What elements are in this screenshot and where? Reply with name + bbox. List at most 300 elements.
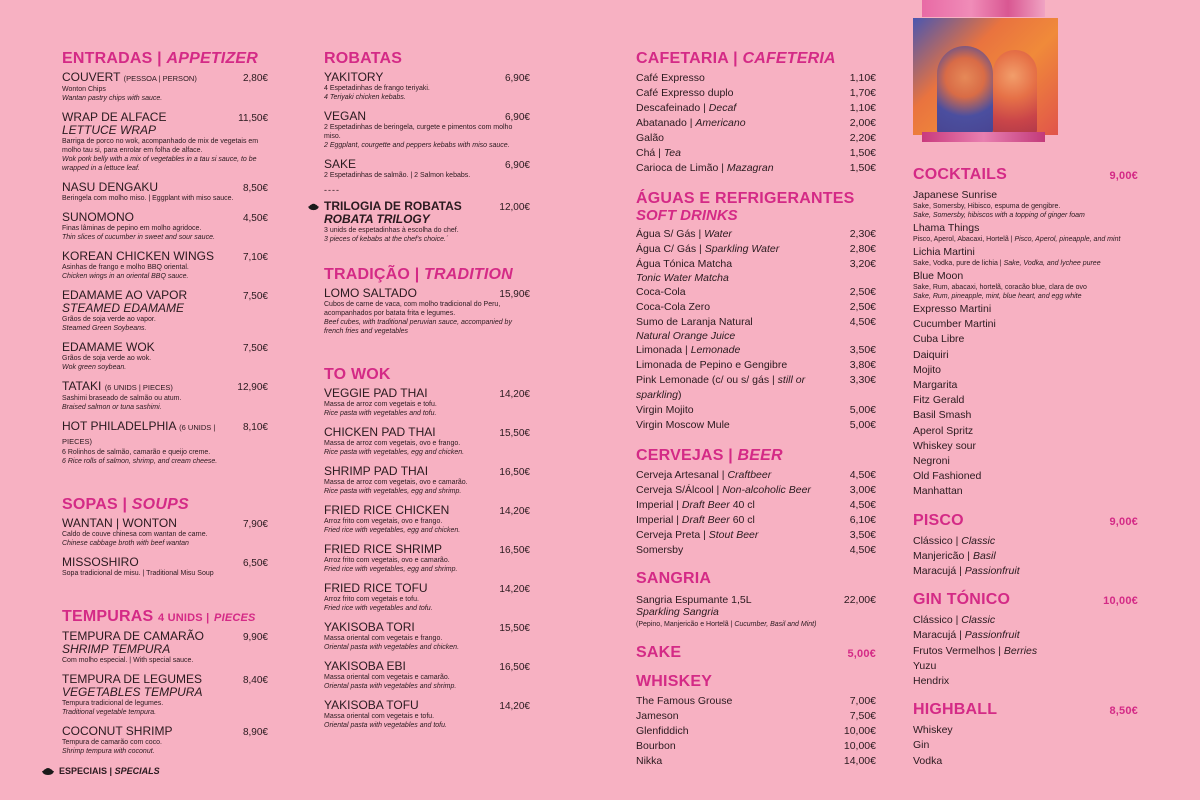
item-desc: Sashimi braseado de salmão ou atum. [62, 395, 182, 402]
item-name: COCONUT SHRIMP [62, 724, 173, 738]
item-name-en: ROBATA TRILOGY [324, 212, 430, 226]
drink-item [636, 373, 876, 403]
drink-name: Abatanado | [636, 117, 693, 129]
drink-price: 7,00€ [849, 695, 876, 707]
cocktail-name: Blue Moon [913, 270, 964, 282]
drink-name-end: 60 cl [729, 514, 755, 526]
item-note: (PESSOA | PERSON) [123, 74, 197, 83]
drink-name: Jameson [636, 710, 679, 722]
photo-main [913, 18, 1058, 135]
section-tradition [324, 266, 530, 336]
item-name: TEMPURA DE LEGUMES [62, 672, 203, 686]
item-price: 6,90€ [504, 160, 530, 171]
cocktail-item [913, 269, 1138, 301]
drink-name: Sumo de Laranja Natural [636, 316, 753, 328]
menu-item [62, 211, 268, 242]
section-price: 8,50€ [1109, 705, 1138, 718]
gin-item [913, 644, 1138, 659]
item-desc: Beringela com molho miso. | Eggplant with miso sauce. [62, 195, 234, 202]
cocktail-name: Lichia Martini [913, 246, 975, 258]
drink-name-en: Tonic Water Matcha [636, 272, 729, 284]
menu-item [324, 699, 530, 730]
drink-name: Sangria Espumante 1,5L [636, 594, 752, 606]
note-en: Cucumber, Basil and Mint) [734, 621, 817, 628]
section-title [913, 512, 1138, 531]
section-title: SOPAS | SOUPS [62, 496, 189, 513]
drink-name: Limonada | [636, 344, 688, 356]
drink-price: 1,50€ [849, 147, 876, 159]
item-desc: 4 Espetadinhas de frango teriyaki. [324, 85, 430, 92]
menu-item [324, 582, 530, 613]
drink-name: Pink Lemonade (c/ ou s/ gás | [636, 374, 775, 386]
drink-name-en: Lemonade [690, 344, 741, 356]
cocktail-item: Negroni [913, 455, 950, 468]
item-name-en: VEGETABLES TEMPURA [62, 685, 203, 699]
drink-name: Somersby [636, 544, 684, 556]
section-title [913, 166, 1138, 185]
menu-column-4 [913, 166, 1138, 789]
item-desc-en: Steamed Green Soybeans. [62, 325, 147, 332]
drink-price: 2,00€ [849, 117, 876, 129]
item-name: KOREAN CHICKEN WINGS [62, 249, 215, 263]
section-appetizers [62, 50, 268, 466]
menu-item [324, 504, 530, 535]
drink-name: Limonada de Pepino e Gengibre [636, 359, 788, 371]
item-note: (6 UNIDS | PIECES) [104, 383, 173, 392]
item-desc: Arroz frito com vegetais, ovo e frango. [324, 518, 443, 525]
drink-item [636, 513, 876, 528]
item-desc-en: Oriental pasta with vegetables and tofu. [324, 722, 447, 729]
title-pt: ENTRADAS [62, 50, 153, 67]
drink-name: Imperial | [636, 499, 679, 511]
item-price: 2,80€ [242, 73, 268, 84]
item-name-en: LETTUCE WRAP [62, 123, 157, 137]
section-title [636, 570, 876, 588]
drink-name: Virgin Mojito [636, 404, 694, 416]
item-name: MISSOSHIRO [62, 555, 139, 569]
menu-item [62, 630, 268, 665]
title-pt: GIN TÓNICO [913, 591, 1011, 609]
item-name: SHRIMP PAD THAI [324, 464, 429, 478]
drink-name: Cerveja Artesanal | [636, 469, 725, 481]
item-note: (6 UNIDS | PIECES) [62, 423, 216, 446]
drink-name-en: Water [704, 228, 732, 240]
item-desc-en: Beef cubes, with traditional peruvian sauce, accompanied by french fries and vegetables [324, 319, 512, 335]
item-desc: Massa de arroz com vegetais, ovo e frango. [324, 440, 461, 447]
item-name: Clássico | [913, 534, 959, 547]
drink-item [636, 358, 876, 373]
item-name: Maracujá | [913, 629, 962, 642]
highball-item: Gin [913, 739, 930, 752]
item-desc-en: 3 pieces of kebabs at the chef's choice.´ [324, 236, 449, 243]
drink-name-en: Non-alcoholic Beer [722, 484, 811, 496]
item-desc-en: 6 Rice rolls of salmon, shrimp, and cream cheese. [62, 458, 218, 465]
item-desc: Arroz frito com vegetais, ovo e camarão. [324, 557, 450, 564]
drink-name: Água C/ Gás | [636, 243, 702, 255]
item-name: CHICKEN PAD THAI [324, 425, 436, 439]
cocktail-item: Expresso Martini [913, 303, 992, 315]
drink-name-en: Americano [695, 117, 746, 129]
menu-item [62, 517, 268, 548]
item-price: 7,50€ [242, 291, 268, 302]
item-name-en: Passionfruit [964, 629, 1020, 642]
item-desc-en: Rice pasta with vegetables, egg and shrimp. [324, 488, 462, 495]
cocktail-item: Old Fashioned [913, 470, 982, 483]
cocktail-desc: Pisco, Aperol, Abacaxi, Hortelã | [913, 236, 1013, 243]
menu-item [62, 111, 268, 173]
item-name: COUVERT [62, 70, 121, 84]
section-title: TRADIÇÃO | TRADITION [324, 266, 513, 283]
drink-name-en: Craftbeer [727, 469, 772, 481]
menu-item [62, 289, 268, 333]
drink-item [636, 146, 876, 161]
item-price: 15,90€ [499, 289, 530, 300]
item-price: 7,90€ [242, 519, 268, 530]
section-price: 9,00€ [1109, 515, 1138, 528]
item-desc: Sopa tradicional de misu. | Traditional Misu Soup [62, 570, 214, 577]
drink-item [636, 739, 876, 754]
section-price: 10,00€ [1103, 595, 1138, 608]
cocktail-desc-en: Sake, Rum, pineapple, mint, blue heart, and egg white [913, 293, 1082, 300]
drink-name-en: still or sparkling [636, 374, 806, 401]
item-name: WRAP DE ALFACE [62, 110, 167, 124]
drink-name: Chá | [636, 147, 661, 159]
item-name: YAKISOBA TOFU [324, 698, 419, 712]
item-price: 6,90€ [504, 112, 530, 123]
drink-name-end: ) [678, 389, 682, 401]
photo-figure [937, 46, 993, 136]
drink-price: 1,10€ [849, 102, 876, 114]
drink-name-en: Tea [663, 147, 681, 159]
item-desc-en: Fried rice with vegetables and tofu. [324, 605, 433, 612]
item-name: EDAMAME AO VAPOR [62, 288, 188, 302]
section-subtitle: SOFT DRINKS [636, 207, 738, 224]
item-name: Maracujá | [913, 565, 962, 578]
section-title: CERVEJAS | BEER [636, 447, 783, 464]
menu-item [62, 673, 268, 717]
item-price: 7,50€ [242, 343, 268, 354]
section-beer [636, 447, 876, 558]
item-name: SAKE [324, 157, 357, 171]
drink-name: Água Tónica Matcha [636, 258, 733, 270]
section-whiskey [636, 673, 876, 769]
item-name-en: STEAMED EDAMAME [62, 301, 185, 315]
drink-item [636, 724, 876, 739]
drink-item [636, 131, 876, 146]
highball-item: Vodka [913, 754, 943, 767]
drink-item [636, 498, 876, 513]
item-desc: Arroz frito com vegetais e tofu. [324, 596, 419, 603]
item-desc: Massa oriental com vegetais e camarão. [324, 674, 450, 681]
special-bowl-icon [308, 202, 319, 211]
item-price: 14,20€ [499, 506, 530, 517]
drink-item [636, 403, 876, 418]
item-name: LOMO SALTADO [324, 286, 417, 300]
photo-figure [993, 50, 1037, 136]
item-price: 15,50€ [499, 428, 530, 439]
section-title [324, 366, 530, 384]
drink-name: Cerveja S/Álcool | [636, 484, 720, 496]
menu-item [62, 420, 268, 466]
drink-price: 3,50€ [849, 344, 876, 356]
menu-item [324, 465, 530, 496]
item-name: WANTAN | WONTON [62, 516, 177, 530]
drink-price: 2,80€ [849, 243, 876, 255]
drink-name: Bourbon [636, 740, 676, 752]
item-price: 16,50€ [499, 662, 530, 673]
menu-item [62, 380, 268, 412]
section-title [636, 190, 876, 208]
item-name: FRIED RICE TOFU [324, 581, 428, 595]
drink-price: 2,50€ [849, 286, 876, 298]
title-pt: SANGRIA [636, 570, 712, 587]
cocktail-item: Fitz Gerald [913, 394, 965, 407]
title-pt: PISCO [913, 511, 964, 529]
item-desc: Wonton Chips [62, 86, 106, 93]
item-name-en: SHRIMP TEMPURA [62, 642, 171, 656]
menu-item [324, 110, 530, 150]
section-soft-drinks [636, 190, 876, 433]
section-title [636, 673, 876, 691]
menu-item [324, 387, 530, 418]
item-desc-en: Thin slices of cucumber in sweet and sour sauce. [62, 234, 215, 241]
item-desc: Barriga de porco no wok, acompanhado de mix de vegetais em molho tau si, para enrolar em folha de alface. [62, 138, 259, 154]
drink-price: 5,00€ [849, 419, 876, 431]
item-name: NASU DENGAKU [62, 180, 159, 194]
item-price: 9,90€ [242, 632, 268, 643]
drink-item [636, 343, 876, 358]
menu-column-1 [62, 50, 268, 776]
cocktail-desc-en: Sake, Vodka, and lychee puree [1003, 260, 1101, 267]
section-tempuras [62, 608, 268, 756]
drink-name: Galão [636, 132, 665, 144]
item-price: 8,90€ [242, 727, 268, 738]
title-note: 4 UNIDS | [158, 612, 210, 624]
cocktail-item [913, 221, 1138, 244]
highball-item: Whiskey [913, 724, 953, 737]
item-desc-en: Chinese cabbage broth with beef wantan [62, 540, 189, 547]
item-desc: Caldo de couve chinesa com wantan de carne. [62, 531, 208, 538]
item-name: SUNOMONO [62, 210, 134, 224]
title-en: APPETIZER [166, 50, 259, 67]
drink-name: Coca-Cola [636, 286, 686, 298]
menu-item [62, 556, 268, 578]
drink-price: 3,30€ [849, 374, 876, 386]
section-title [62, 608, 268, 627]
section-gin-tonic [913, 591, 1138, 689]
drink-price: 10,00€ [843, 725, 876, 737]
drink-item [636, 161, 876, 176]
drink-item [636, 315, 876, 330]
menu-item [324, 426, 530, 457]
drink-price: 22,00€ [843, 594, 876, 606]
drink-name: Coca-Cola Zero [636, 301, 711, 313]
drink-name: Virgin Moscow Mule [636, 419, 730, 431]
menu-item-special [324, 200, 530, 244]
item-price: 14,20€ [499, 701, 530, 712]
item-name-en: Basil [972, 549, 996, 562]
menu-column-2 [324, 50, 530, 748]
drink-item [636, 483, 876, 498]
gin-item [913, 628, 1138, 643]
item-desc: Grãos de soja verde ao vapor. [62, 316, 156, 323]
item-name: HOT PHILADELPHIA [62, 419, 176, 433]
gin-item: Hendrix [913, 675, 950, 688]
title-en: CAFETERIA [742, 50, 836, 67]
cocktail-name: Lhama Things [913, 222, 980, 234]
specials-legend [42, 766, 160, 776]
item-desc-en: Oriental pasta with vegetables and shrimp. [324, 683, 457, 690]
item-desc-en: Fried rice with vegetables, egg and chicken. [324, 527, 461, 534]
cocktail-item: Aperol Spritz [913, 424, 974, 437]
drink-item [636, 116, 876, 131]
title-pt: CERVEJAS [636, 447, 724, 464]
item-desc-en: Rice pasta with vegetables and tofu. [324, 410, 437, 417]
drink-item [636, 468, 876, 483]
drink-price: 3,80€ [849, 359, 876, 371]
section-title: ENTRADAS | APPETIZER [62, 50, 259, 67]
drink-name: Água S/ Gás | [636, 228, 702, 240]
cocktail-desc: Sake, Vodka, pure de lichia | [913, 260, 1002, 267]
section-title [913, 701, 1138, 720]
section-price: 5,00€ [847, 648, 876, 660]
drink-name: Cerveja Preta | [636, 529, 706, 541]
drink-name-en: Sparkling Water [704, 243, 780, 255]
cocktail-item: Basil Smash [913, 409, 972, 422]
item-price: 14,20€ [499, 389, 530, 400]
drink-item [636, 754, 876, 769]
title-pt: WHISKEY [636, 673, 713, 690]
section-price: 9,00€ [1109, 170, 1138, 182]
cocktail-item: Cuba Libre [913, 333, 965, 346]
cocktail-item [913, 245, 1138, 268]
pisco-item [913, 534, 1138, 549]
item-desc-en: Chicken wings in an oriental BBQ sauce. [62, 273, 189, 280]
drink-name: Nikka [636, 755, 663, 767]
drink-name-end: 40 cl [729, 499, 755, 511]
item-name: FRIED RICE CHICKEN [324, 503, 450, 517]
title-en: SOUPS [131, 496, 189, 513]
drink-item [636, 71, 876, 86]
title-pt: ÁGUAS E REFRIGERANTES [636, 190, 855, 207]
menu-item [62, 181, 268, 203]
drink-price: 4,50€ [849, 469, 876, 481]
title-pt: TEMPURAS [62, 608, 154, 625]
drink-price: 2,30€ [849, 228, 876, 240]
note-pt: (Pepino, Manjericão e Hortelã | [636, 621, 733, 628]
menu-column-3 [636, 50, 876, 789]
section-sangria [636, 570, 876, 630]
item-desc: Tempura tradicional de legumes. [62, 700, 164, 707]
section-title: CAFETARIA | CAFETERIA [636, 50, 836, 67]
item-price: 12,00€ [499, 202, 530, 213]
item-price: 11,50€ [238, 113, 268, 124]
drink-price: 4,50€ [849, 316, 876, 328]
drink-name-en: Draft Beer [681, 514, 730, 526]
legend-label-en: SPECIALS [114, 766, 160, 776]
item-price: 8,10€ [242, 422, 268, 433]
drink-item [636, 694, 876, 709]
cocktail-desc: Sake, Rum, abacaxi, hortelã, coracão blue, clara de ovo [913, 284, 1087, 291]
item-price: 6,90€ [504, 73, 530, 84]
item-desc-en: Wok green soybean. [62, 364, 127, 371]
item-name: TATAKI [62, 379, 102, 393]
drink-price: 5,00€ [849, 404, 876, 416]
section-cocktails [913, 166, 1138, 500]
item-name: TRILOGIA DE ROBATAS [324, 199, 462, 213]
drink-price: 3,50€ [849, 529, 876, 541]
item-desc-en: Wok pork belly with a mix of vegetables in a tau si sauce, to be wrapped in a lettuce leaf. [62, 156, 257, 172]
cocktail-item: Mojito [913, 363, 942, 376]
menu-item [62, 341, 268, 372]
item-name: Clássico | [913, 614, 959, 627]
section-title [913, 591, 1138, 610]
title-pt: HIGHBALL [913, 701, 998, 719]
drink-price: 10,00€ [843, 740, 876, 752]
item-name: TEMPURA DE CAMARÃO [62, 629, 205, 643]
cocktail-item: Margarita [913, 379, 958, 392]
drink-price: 1,70€ [849, 87, 876, 99]
item-desc: Massa de arroz com vegetais, ovo e camarão. [324, 479, 468, 486]
drink-price: 6,10€ [849, 514, 876, 526]
item-desc: Tempura de camarão com coco. [62, 739, 162, 746]
section-title [324, 50, 530, 68]
item-desc-en: 2 Eggplant, courgette and peppers kebabs with miso sauce. [324, 142, 510, 149]
title-pt: SOPAS [62, 496, 118, 513]
title-pt: COCKTAILS [913, 166, 1007, 183]
section-cafeteria [636, 50, 876, 176]
drink-price: 3,00€ [849, 484, 876, 496]
item-desc-en: Fried rice with vegetables, egg and shrimp. [324, 566, 458, 573]
drink-price: 1,50€ [849, 162, 876, 174]
item-desc: 2 Espetadinhas de salmão. | 2 Salmon kebabs. [324, 172, 471, 179]
drink-name: Glenfiddich [636, 725, 689, 737]
item-name: VEGAN [324, 109, 367, 123]
drink-price: 4,50€ [849, 499, 876, 511]
cocktail-name: Japanese Sunrise [913, 189, 998, 201]
section-robatas [324, 50, 530, 244]
menu-item [324, 71, 530, 102]
item-name-en: Berries [1003, 644, 1038, 657]
special-bowl-icon [42, 766, 54, 776]
item-desc: Massa de arroz com vegetais e tofu. [324, 401, 437, 408]
item-desc: Cubos de carne de vaca, com molho tradicional do Peru, acompanhados por batata frita e legumes. [324, 301, 501, 317]
menu-item [62, 725, 268, 756]
item-desc-en: Rice pasta with vegetables, egg and chicken. [324, 449, 465, 456]
cocktail-item: Cucumber Martini [913, 318, 996, 331]
item-price: 8,50€ [242, 183, 268, 194]
drink-name: Café Expresso [636, 72, 705, 84]
item-name: FRIED RICE SHRIMP [324, 542, 443, 556]
drink-item [636, 101, 876, 116]
drink-name: Descafeinado | [636, 102, 706, 114]
menu-item [62, 71, 268, 103]
drink-name-en: Mazagran [726, 162, 774, 174]
drink-item [636, 543, 876, 558]
drink-price: 2,50€ [849, 301, 876, 313]
menu-item [62, 250, 268, 281]
section-title [636, 644, 876, 663]
title-note-en: PIECES [214, 612, 256, 624]
drink-name-en: Stout Beer [708, 529, 759, 541]
drink-name: Carioca de Limão | [636, 162, 724, 174]
item-desc: Finas lâminas de pepino em molho agridoce. [62, 225, 202, 232]
drink-name: The Famous Grouse [636, 695, 733, 707]
cocktail-item: Manhattan [913, 485, 963, 498]
menu-item [324, 287, 530, 336]
drink-item [636, 300, 876, 315]
item-name: Manjericão | [913, 549, 971, 562]
